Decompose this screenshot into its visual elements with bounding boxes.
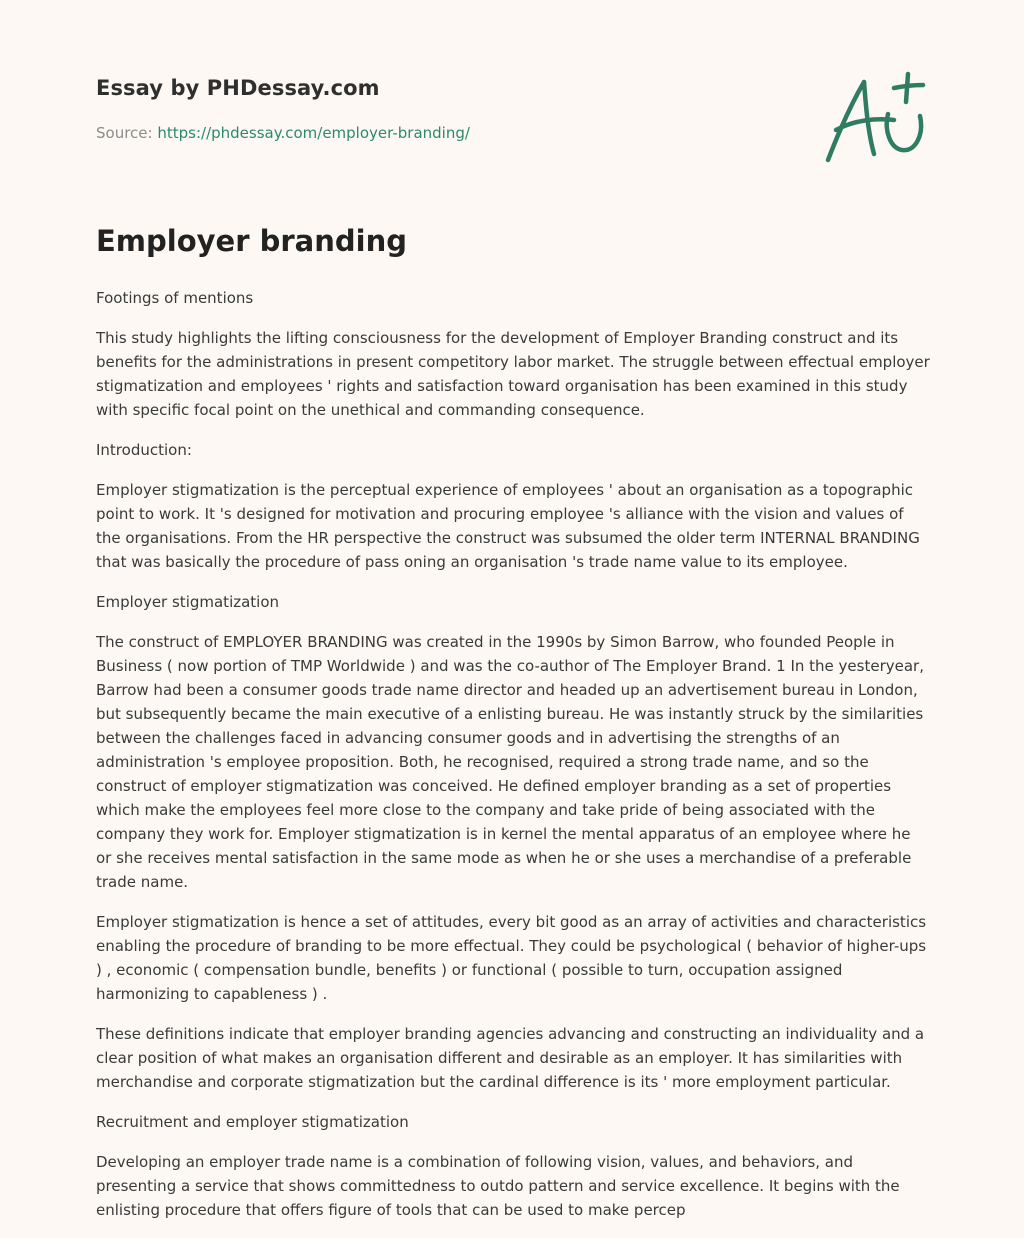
site-title: Essay by PHDessay.com <box>96 76 380 100</box>
essay-title: Employer branding <box>96 224 407 258</box>
source-line <box>96 124 470 142</box>
paragraph-heading: Recruitment and employer stigmatization <box>96 1113 409 1131</box>
paragraph: Developing an employer trade name is a combination of following vision, values, and behaviors, and presenting a service that shows committedness to outdo pattern and service excellence. It begins with the enlisting procedure that offers figure of tools that can be used to make percep <box>96 1153 900 1219</box>
paragraph: Employer stigmatization is the perceptual experience of employees ' about an organisation as a topographic point to work. It 's designed for motivation and procuring employee 's alliance with the vision and values of the organisations. From the HR perspective the construct was subsumed the older term INTERNAL BRANDING that was basically the procedure of pass oning an organisation 's trade name value to its employee. <box>96 481 920 571</box>
paragraph: These definitions indicate that employer branding agencies advancing and constructing an individuality and a clear position of what makes an organisation different and desirable as an employer. It has similarities with merchandise and corporate stigmatization but the cardinal difference is its ' more employment particular. <box>96 1025 925 1091</box>
essay-body <box>96 286 930 1238</box>
source-link[interactable]: https://phdessay.com/employer-branding/ <box>157 124 470 142</box>
a-plus-logo-icon <box>824 68 928 166</box>
paragraph-heading: Footings of mentions <box>96 289 254 307</box>
paragraph-heading: Employer stigmatization <box>96 593 280 611</box>
paragraph: Employer stigmatization is hence a set of attitudes, every bit good as an array of activities and characteristics enabling the procedure of branding to be more effectual. They could be psychological ( behavior of higher-ups ) , economic ( compensation bundle, benefits ) or functional ( possible to turn, occupation assigned harmonizing to capableness ) . <box>96 913 927 1003</box>
paragraph: The construct of EMPLOYER BRANDING was created in the 1990s by Simon Barrow, who founded People in Business ( now portion of TMP Worldwide ) and was the co-author of The Employer Brand. 1 In the yesteryear, Barrow had been a consumer goods trade name director and headed up an advertisement bureau in London, but subsequently became the main executive of a enlisting bureau. He was instantly struck by the similarities between the challenges faced in advancing consumer goods and in advertising the strengths of an administration 's employee proposition. Both, he recognised, required a strong trade name, and so the construct of employer stigmatization was conceived. He defined employer branding as a set of properties which make the employees feel more close to the company and take pride of being associated with the company they work for. Employer stigmatization is in kernel the mental apparatus of an employee where he or she receives mental satisfaction in the same mode as when he or she uses a merchandise of a preferable trade name. <box>96 633 924 891</box>
paragraph: This study highlights the lifting consciousness for the development of Employer Branding construct and its benefits for the administrations in present competitory labor market. The struggle between effectual employer stigmatization and employees ' rights and satisfaction toward organisation has been examined in this study with specific focal point on the unethical and commanding consequence. <box>96 329 930 419</box>
source-label: Source: <box>96 124 153 142</box>
paragraph-heading: Introduction: <box>96 441 192 459</box>
